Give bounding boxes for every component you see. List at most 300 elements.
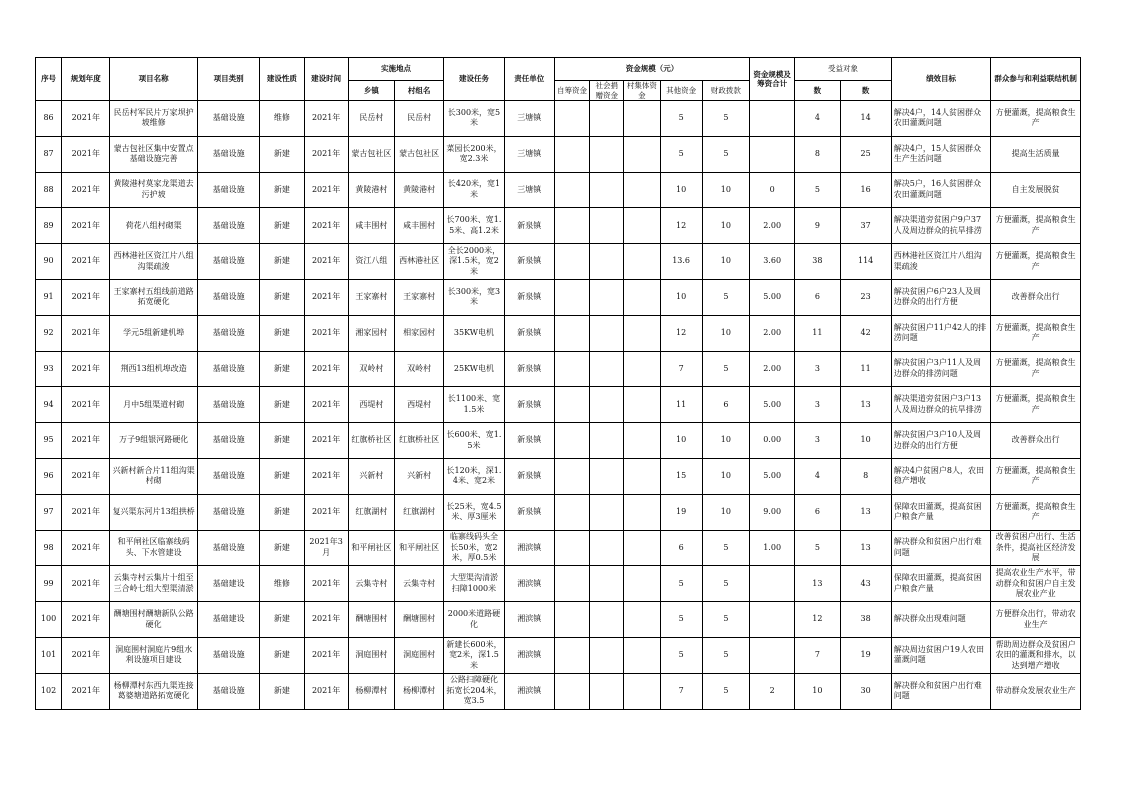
header-name: 项目名称 [110, 58, 198, 101]
cell-name: 杨柳潭村东西九渠连接葛婆塘道路拓宽硬化 [110, 673, 198, 709]
cell-task: 长120米，深1.4米、宽2米 [444, 458, 504, 494]
cell-time: 2021年 [304, 315, 348, 351]
cell-nature: 新建 [260, 279, 304, 315]
cell-social-funds [590, 387, 624, 423]
cell-seq: 92 [36, 315, 62, 351]
cell-task: 长25米，宽4.5米、厚3厘米 [444, 494, 504, 530]
cell-other-funds: 11 [660, 387, 702, 423]
cell-collective-funds [624, 566, 660, 602]
table-row [36, 566, 1081, 602]
cell-other-funds: 12 [660, 208, 702, 244]
cell-total: 0.00 [750, 423, 795, 459]
cell-people: 13 [840, 387, 891, 423]
cell-other-funds: 13.6 [660, 244, 702, 280]
cell-goal: 解决贫困户3户11人及周边群众的排涝问题 [891, 351, 991, 387]
cell-social-funds [590, 101, 624, 137]
cell-people: 23 [840, 279, 891, 315]
cell-year: 2021年 [62, 279, 110, 315]
cell-seq: 101 [36, 637, 62, 673]
cell-town: 黄陵港村 [348, 172, 394, 208]
cell-seq: 98 [36, 530, 62, 566]
cell-goal: 解决贫困户6户23人及周边群众的出行方便 [891, 279, 991, 315]
cell-self-funds [554, 387, 589, 423]
cell-unit: 三塘镇 [504, 136, 554, 172]
cell-time: 2021年 [304, 101, 348, 137]
cell-seq: 94 [36, 387, 62, 423]
cell-nature: 新建 [260, 387, 304, 423]
cell-nature: 新建 [260, 637, 304, 673]
cell-other-funds: 10 [660, 279, 702, 315]
cell-social-funds [590, 315, 624, 351]
cell-name: 洞庭围村洞庭片9组水利设施项目建设 [110, 637, 198, 673]
cell-unit: 湘滨镇 [504, 566, 554, 602]
cell-social-funds [590, 530, 624, 566]
header-category: 项目类别 [197, 58, 259, 101]
cell-task: 长300米，宽5米 [444, 101, 504, 137]
cell-participation: 方便灌溉，提高粮食生产 [991, 494, 1081, 530]
cell-collective-funds [624, 530, 660, 566]
cell-fiscal-funds: 5 [702, 602, 749, 638]
cell-task: 长420米，宽1米 [444, 172, 504, 208]
cell-unit: 三塘镇 [504, 172, 554, 208]
cell-total: 2.00 [750, 208, 795, 244]
cell-other-funds: 19 [660, 494, 702, 530]
cell-collective-funds [624, 101, 660, 137]
cell-town: 王家寨村 [348, 279, 394, 315]
cell-unit: 新泉镇 [504, 279, 554, 315]
cell-village: 兴新村 [395, 458, 444, 494]
header-unit: 责任单位 [504, 58, 554, 101]
cell-task: 大型渠沟清淤扫障1000米 [444, 566, 504, 602]
cell-seq: 93 [36, 351, 62, 387]
cell-name: 酬塘围村酬塘新队公路硬化 [110, 602, 198, 638]
cell-seq: 91 [36, 279, 62, 315]
cell-participation: 改善群众出行 [991, 279, 1081, 315]
cell-town: 云集寺村 [348, 566, 394, 602]
cell-total [750, 637, 795, 673]
cell-town: 红旗桥社区 [348, 423, 394, 459]
cell-year: 2021年 [62, 387, 110, 423]
cell-year: 2021年 [62, 566, 110, 602]
cell-nature: 新建 [260, 351, 304, 387]
cell-self-funds [554, 172, 589, 208]
cell-participation: 方便灌溉，提高粮食生产 [991, 208, 1081, 244]
cell-collective-funds [624, 315, 660, 351]
project-table [35, 57, 1081, 710]
cell-collective-funds [624, 136, 660, 172]
cell-people: 38 [840, 602, 891, 638]
cell-category: 基础建设 [197, 602, 259, 638]
cell-town: 杨柳潭村 [348, 673, 394, 709]
cell-total: 5.00 [750, 387, 795, 423]
cell-seq: 88 [36, 172, 62, 208]
header-funds: 资金规模（元） [554, 58, 749, 81]
header-collective-funds: 村集体资金 [624, 81, 660, 101]
cell-people: 13 [840, 494, 891, 530]
cell-unit: 新泉镇 [504, 387, 554, 423]
cell-households: 7 [795, 637, 840, 673]
table-row [36, 172, 1081, 208]
cell-self-funds [554, 101, 589, 137]
cell-people: 14 [840, 101, 891, 137]
cell-participation: 改善群众出行 [991, 423, 1081, 459]
cell-households: 5 [795, 530, 840, 566]
header-fiscal-funds: 财政拨款 [702, 81, 749, 101]
cell-time: 2021年 [304, 351, 348, 387]
cell-collective-funds [624, 602, 660, 638]
cell-nature: 维修 [260, 101, 304, 137]
table-row [36, 494, 1081, 530]
cell-seq: 86 [36, 101, 62, 137]
cell-fiscal-funds: 10 [702, 494, 749, 530]
cell-self-funds [554, 494, 589, 530]
cell-time: 2021年 [304, 602, 348, 638]
cell-households: 5 [795, 172, 840, 208]
cell-collective-funds [624, 279, 660, 315]
cell-task: 临寨线码头全长50米，宽2米，厚0.5米 [444, 530, 504, 566]
table-header [36, 58, 1081, 101]
cell-task: 全长2000米，深1.5米，宽2米 [444, 244, 504, 280]
cell-people: 10 [840, 423, 891, 459]
cell-name: 王家寨村五组线前道路拓宽硬化 [110, 279, 198, 315]
cell-village: 蒙古包社区 [395, 136, 444, 172]
cell-time: 2021年 [304, 208, 348, 244]
cell-participation: 方便灌溉，提高粮食生产 [991, 101, 1081, 137]
cell-self-funds [554, 279, 589, 315]
cell-other-funds: 10 [660, 423, 702, 459]
cell-category: 基础设施 [197, 315, 259, 351]
cell-unit: 三塘镇 [504, 101, 554, 137]
cell-year: 2021年 [62, 101, 110, 137]
cell-total: 2.00 [750, 351, 795, 387]
cell-goal: 保障农田灌溉，提高贫困户粮食产量 [891, 494, 991, 530]
cell-task: 2000米道路硬化 [444, 602, 504, 638]
cell-self-funds [554, 458, 589, 494]
cell-goal: 解决周边贫困户19人农田灌溉问题 [891, 637, 991, 673]
cell-fiscal-funds: 5 [702, 136, 749, 172]
cell-village: 洞庭围村 [395, 637, 444, 673]
cell-time: 2021年 [304, 279, 348, 315]
cell-category: 基础设施 [197, 637, 259, 673]
cell-fiscal-funds: 5 [702, 673, 749, 709]
cell-goal: 解决群众和贫困户出行难问题 [891, 530, 991, 566]
cell-name: 兴新村新合片11组沟渠村砌 [110, 458, 198, 494]
cell-social-funds [590, 458, 624, 494]
cell-task: 35KW电机 [444, 315, 504, 351]
cell-households: 3 [795, 423, 840, 459]
cell-participation: 改善贫困户出行、生活条件，提高社区经济发展 [991, 530, 1081, 566]
cell-town: 洞庭围村 [348, 637, 394, 673]
header-people: 数 [840, 81, 891, 101]
header-other-funds: 其他资金 [660, 81, 702, 101]
cell-year: 2021年 [62, 136, 110, 172]
cell-people: 114 [840, 244, 891, 280]
cell-total [750, 566, 795, 602]
cell-village: 黄陵港村 [395, 172, 444, 208]
cell-people: 42 [840, 315, 891, 351]
cell-other-funds: 12 [660, 315, 702, 351]
cell-town: 和平闸社区 [348, 530, 394, 566]
cell-time: 2021年 [304, 637, 348, 673]
cell-category: 基础设施 [197, 172, 259, 208]
cell-collective-funds [624, 423, 660, 459]
cell-fiscal-funds: 10 [702, 423, 749, 459]
table-row [36, 279, 1081, 315]
cell-participation: 方便灌溉，提高粮食生产 [991, 351, 1081, 387]
cell-unit: 新泉镇 [504, 423, 554, 459]
cell-social-funds [590, 494, 624, 530]
cell-town: 民岳村 [348, 101, 394, 137]
cell-participation: 提高农业生产水平，带动群众和贫困户自主发展农业产业 [991, 566, 1081, 602]
cell-time: 2021年 [304, 458, 348, 494]
cell-fiscal-funds: 5 [702, 566, 749, 602]
cell-unit: 新泉镇 [504, 208, 554, 244]
header-goal: 绩效目标 [891, 58, 991, 101]
cell-unit: 湘滨镇 [504, 530, 554, 566]
cell-name: 民岳村军民片万家坝护坡维修 [110, 101, 198, 137]
cell-other-funds: 5 [660, 566, 702, 602]
table-row [36, 602, 1081, 638]
cell-category: 基础设施 [197, 208, 259, 244]
cell-task: 长700米、宽1.5米、高1.2米 [444, 208, 504, 244]
cell-year: 2021年 [62, 530, 110, 566]
header-social-funds: 社会捐赠资金 [590, 81, 624, 101]
cell-households: 4 [795, 458, 840, 494]
table-row [36, 315, 1081, 351]
cell-nature: 新建 [260, 673, 304, 709]
cell-goal: 解决贫困户11户42人的排涝问题 [891, 315, 991, 351]
cell-total [750, 602, 795, 638]
cell-unit: 湘滨镇 [504, 637, 554, 673]
cell-category: 基础设施 [197, 387, 259, 423]
cell-name: 蒙古包社区集中安置点基础设施完善 [110, 136, 198, 172]
cell-collective-funds [624, 351, 660, 387]
cell-goal: 解决4户贫困户8人，农田稳产增收 [891, 458, 991, 494]
cell-participation: 方便灌溉，提高粮食生产 [991, 315, 1081, 351]
header-beneficiary: 受益对象 [795, 58, 892, 81]
cell-self-funds [554, 244, 589, 280]
cell-other-funds: 5 [660, 602, 702, 638]
cell-goal: 解决贫困户3户10人及周边群众的出行方便 [891, 423, 991, 459]
cell-category: 基础设施 [197, 494, 259, 530]
cell-village: 云集寺村 [395, 566, 444, 602]
cell-year: 2021年 [62, 423, 110, 459]
cell-name: 荷花八组村砌渠 [110, 208, 198, 244]
cell-time: 2021年 [304, 136, 348, 172]
cell-category: 基础设施 [197, 423, 259, 459]
cell-participation: 自主发展脱贫 [991, 172, 1081, 208]
cell-year: 2021年 [62, 208, 110, 244]
cell-people: 19 [840, 637, 891, 673]
cell-year: 2021年 [62, 602, 110, 638]
cell-total: 5.00 [750, 279, 795, 315]
cell-households: 11 [795, 315, 840, 351]
cell-town: 红旗湖村 [348, 494, 394, 530]
cell-name: 月中5组渠道村砌 [110, 387, 198, 423]
cell-nature: 新建 [260, 602, 304, 638]
cell-households: 8 [795, 136, 840, 172]
cell-nature: 新建 [260, 315, 304, 351]
cell-seq: 102 [36, 673, 62, 709]
cell-total: 0 [750, 172, 795, 208]
cell-task: 25KW电机 [444, 351, 504, 387]
cell-town: 兴新村 [348, 458, 394, 494]
cell-year: 2021年 [62, 673, 110, 709]
cell-goal: 保障农田灌溉，提高贫困户粮食产量 [891, 566, 991, 602]
cell-nature: 新建 [260, 244, 304, 280]
cell-nature: 新建 [260, 494, 304, 530]
cell-town: 资江八组 [348, 244, 394, 280]
cell-task: 长300米，宽3米 [444, 279, 504, 315]
cell-seq: 100 [36, 602, 62, 638]
cell-unit: 新泉镇 [504, 244, 554, 280]
cell-self-funds [554, 423, 589, 459]
cell-social-funds [590, 244, 624, 280]
header-self-funds: 自筹资金 [554, 81, 589, 101]
cell-seq: 87 [36, 136, 62, 172]
cell-people: 16 [840, 172, 891, 208]
cell-goal: 解决渠道旁贫困户9户37人及周边群众的抗旱排涝 [891, 208, 991, 244]
cell-name: 学元5组新建机埠 [110, 315, 198, 351]
cell-households: 4 [795, 101, 840, 137]
cell-collective-funds [624, 208, 660, 244]
cell-people: 13 [840, 530, 891, 566]
cell-self-funds [554, 673, 589, 709]
cell-fiscal-funds: 5 [702, 279, 749, 315]
cell-village: 红旗桥社区 [395, 423, 444, 459]
cell-goal: 解决群众和贫困户出行难问题 [891, 673, 991, 709]
header-task: 建设任务 [444, 58, 504, 101]
table-row [36, 423, 1081, 459]
header-location: 实施地点 [348, 58, 444, 81]
cell-self-funds [554, 566, 589, 602]
cell-households: 3 [795, 387, 840, 423]
cell-town: 双岭村 [348, 351, 394, 387]
cell-goal: 西林港社区资江片八组沟渠疏浚 [891, 244, 991, 280]
cell-collective-funds [624, 244, 660, 280]
cell-self-funds [554, 136, 589, 172]
cell-social-funds [590, 673, 624, 709]
cell-households: 6 [795, 279, 840, 315]
cell-time: 2021年 [304, 673, 348, 709]
cell-other-funds: 7 [660, 351, 702, 387]
cell-task: 公路扫障硬化拓宽长204米，宽3.5 [444, 673, 504, 709]
cell-nature: 维修 [260, 566, 304, 602]
cell-fiscal-funds: 5 [702, 637, 749, 673]
cell-nature: 新建 [260, 458, 304, 494]
cell-social-funds [590, 351, 624, 387]
cell-unit: 新泉镇 [504, 315, 554, 351]
cell-households: 3 [795, 351, 840, 387]
cell-seq: 90 [36, 244, 62, 280]
cell-households: 6 [795, 494, 840, 530]
cell-category: 基础设施 [197, 279, 259, 315]
cell-total: 9.00 [750, 494, 795, 530]
cell-total: 3.60 [750, 244, 795, 280]
cell-village: 相家园村 [395, 315, 444, 351]
cell-unit: 湘滨镇 [504, 673, 554, 709]
cell-time: 2021年 [304, 172, 348, 208]
cell-self-funds [554, 602, 589, 638]
cell-nature: 新建 [260, 136, 304, 172]
cell-fiscal-funds: 10 [702, 244, 749, 280]
cell-category: 基础建设 [197, 566, 259, 602]
cell-category: 基础设施 [197, 351, 259, 387]
table-row [36, 136, 1081, 172]
cell-total: 2 [750, 673, 795, 709]
cell-task: 新建长600米，宽2米，深1.5米 [444, 637, 504, 673]
cell-nature: 新建 [260, 208, 304, 244]
cell-self-funds [554, 315, 589, 351]
cell-self-funds [554, 208, 589, 244]
cell-total: 5.00 [750, 458, 795, 494]
header-participation: 群众参与和利益联结机制 [991, 58, 1081, 101]
cell-participation: 带动群众发展农业生产 [991, 673, 1081, 709]
cell-participation: 方便群众出行，带动农业生产 [991, 602, 1081, 638]
cell-category: 基础设施 [197, 530, 259, 566]
cell-total: 1.00 [750, 530, 795, 566]
header-village: 村组名 [395, 81, 444, 101]
cell-fiscal-funds: 5 [702, 351, 749, 387]
cell-goal: 解决4户，14人贫困群众农田灌溉问题 [891, 101, 991, 137]
cell-total [750, 101, 795, 137]
cell-name: 荆西13组机埠改造 [110, 351, 198, 387]
cell-village: 西林港社区 [395, 244, 444, 280]
cell-year: 2021年 [62, 494, 110, 530]
cell-unit: 新泉镇 [504, 494, 554, 530]
cell-other-funds: 10 [660, 172, 702, 208]
cell-village: 咸丰围村 [395, 208, 444, 244]
cell-time: 2021年 [304, 244, 348, 280]
cell-participation: 提高生活质量 [991, 136, 1081, 172]
header-time: 建设时间 [304, 58, 348, 101]
header-seq: 序号 [36, 58, 62, 101]
header-town: 乡镇 [348, 81, 394, 101]
cell-village: 杨柳潭村 [395, 673, 444, 709]
cell-other-funds: 6 [660, 530, 702, 566]
cell-other-funds: 5 [660, 637, 702, 673]
cell-other-funds: 7 [660, 673, 702, 709]
cell-people: 37 [840, 208, 891, 244]
cell-category: 基础设施 [197, 101, 259, 137]
cell-year: 2021年 [62, 315, 110, 351]
cell-town: 湘家园村 [348, 315, 394, 351]
header-total: 资金规模及筹资合计 [750, 58, 795, 101]
cell-social-funds [590, 602, 624, 638]
cell-fiscal-funds: 10 [702, 458, 749, 494]
cell-seq: 99 [36, 566, 62, 602]
cell-other-funds: 5 [660, 136, 702, 172]
cell-collective-funds [624, 637, 660, 673]
table-row [36, 101, 1081, 137]
cell-category: 基础设施 [197, 136, 259, 172]
cell-households: 12 [795, 602, 840, 638]
cell-social-funds [590, 208, 624, 244]
cell-village: 王家寨村 [395, 279, 444, 315]
cell-collective-funds [624, 673, 660, 709]
cell-social-funds [590, 566, 624, 602]
cell-category: 基础设施 [197, 458, 259, 494]
cell-participation: 帮助周边群众及贫困户农田的灌溉和排水，以达到增产增收 [991, 637, 1081, 673]
cell-fiscal-funds: 10 [702, 172, 749, 208]
cell-self-funds [554, 530, 589, 566]
cell-town: 蒙古包社区 [348, 136, 394, 172]
table-row [36, 637, 1081, 673]
cell-task: 菜园长200米，宽2.3米 [444, 136, 504, 172]
cell-time: 2021年 [304, 423, 348, 459]
cell-other-funds: 15 [660, 458, 702, 494]
cell-village: 酬塘围村 [395, 602, 444, 638]
